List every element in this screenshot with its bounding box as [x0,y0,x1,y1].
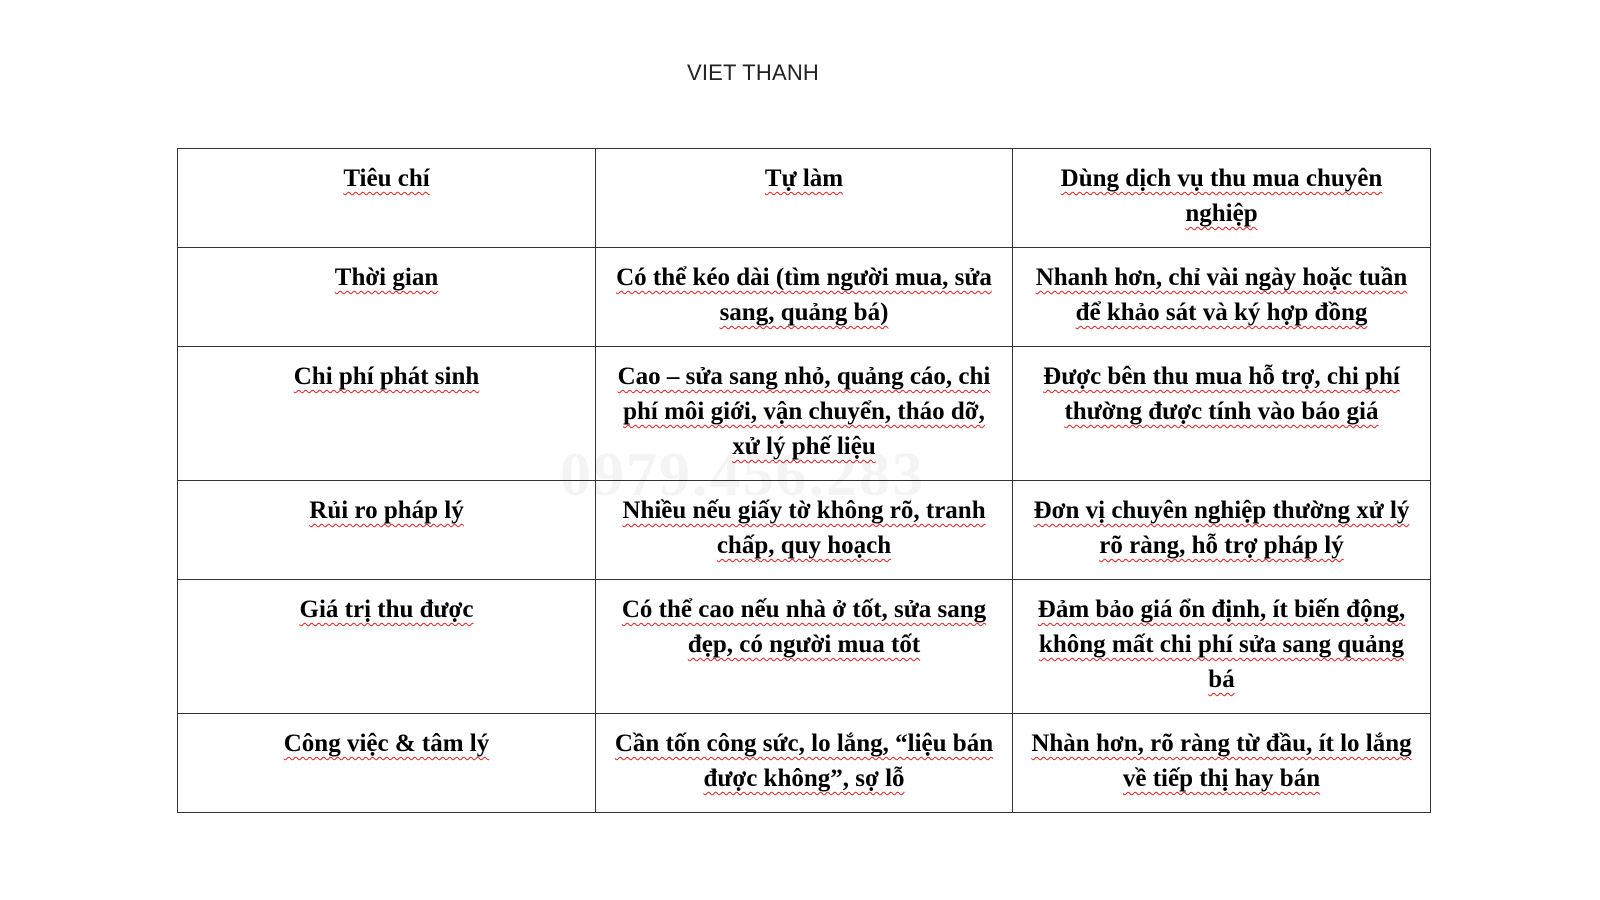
table-cell-criteria: Rủi ro pháp lý [178,481,596,580]
header-cell-self: Tự làm [596,149,1013,248]
table-row [178,714,1431,813]
table-cell-service: Nhàn hơn, rõ ràng từ đầu, ít lo lắng về tiếp thị hay bán [1013,714,1431,813]
table-cell-criteria: Công việc & tâm lý [178,714,596,813]
table-cell-self: Cao – sửa sang nhỏ, quảng cáo, chi phí môi giới, vận chuyển, tháo dỡ, xử lý phế liệu [596,347,1013,481]
table-cell-criteria: Chi phí phát sinh [178,347,596,481]
table-row [178,248,1431,347]
table-cell-self: Có thể cao nếu nhà ở tốt, sửa sang đẹp, có người mua tốt [596,580,1013,714]
table-cell-self: Cần tốn công sức, lo lắng, “liệu bán được không”, sợ lỗ [596,714,1013,813]
table-cell-criteria: Thời gian [178,248,596,347]
table-cell-service: Đơn vị chuyên nghiệp thường xử lý rõ ràng, hỗ trợ pháp lý [1013,481,1431,580]
table-row [178,580,1431,714]
table-row [178,347,1431,481]
table-header-row [178,149,1431,248]
table-cell-service: Đảm bảo giá ổn định, ít biến động, không mất chi phí sửa sang quảng bá [1013,580,1431,714]
table-row [178,481,1431,580]
table-cell-service: Nhanh hơn, chỉ vài ngày hoặc tuần để khảo sát và ký hợp đồng [1013,248,1431,347]
table-cell-self: Nhiều nếu giấy tờ không rõ, tranh chấp, quy hoạch [596,481,1013,580]
comparison-table [177,148,1431,813]
table-cell-service: Được bên thu mua hỗ trợ, chi phí thường được tính vào báo giá [1013,347,1431,481]
table-cell-self: Có thể kéo dài (tìm người mua, sửa sang, quảng bá) [596,248,1013,347]
page-title: VIET THANH [687,60,819,85]
table-cell-criteria: Giá trị thu được [178,580,596,714]
header-cell-criteria: Tiêu chí [178,149,596,248]
header-cell-service: Dùng dịch vụ thu mua chuyên nghiệp [1013,149,1431,248]
